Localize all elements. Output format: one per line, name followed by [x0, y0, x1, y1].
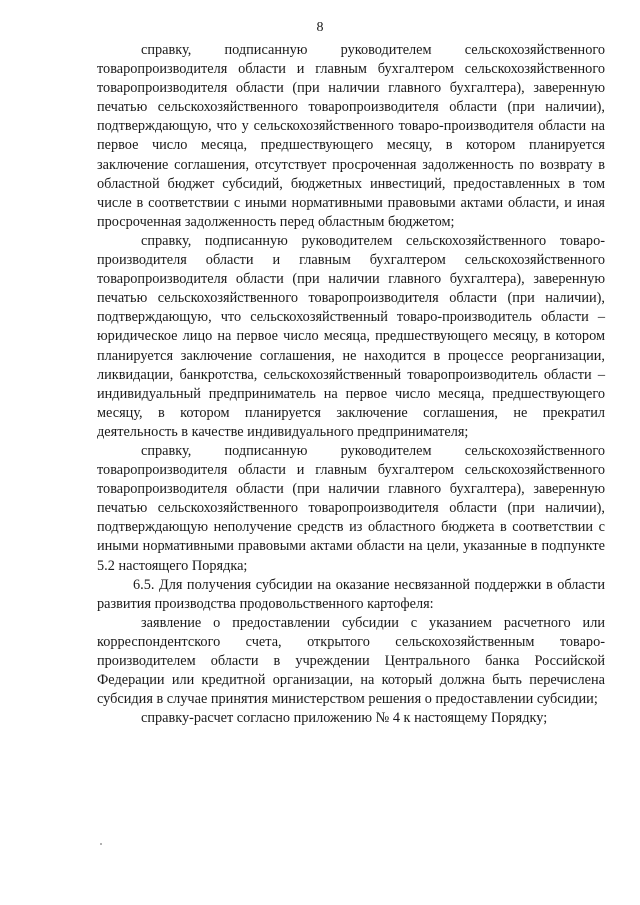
- paragraph-subsidy-application: заявление о предоставлении субсидии с указанием расчетного или корреспондентского счета, открытого сельскохозяйственным товаро-производителем области в учреждении Центрального банка Российской Федерации или кредитной организации, на который должна быть перечислена субсидия в случае принятия министерством решения о предоставлении субсидии;: [97, 614, 605, 708]
- document-body: [97, 41, 605, 728]
- page-number: 8: [316, 20, 324, 35]
- paragraph-calculation-certificate: справку-расчет согласно приложению № 4 к настоящему Порядку;: [141, 710, 548, 727]
- scan-speck: [100, 843, 102, 845]
- paragraph-reorganization-certificate: справку, подписанную руководителем сельскохозяйственного товаро-производителя области и главным бухгалтером сельскохозяйственного товаропроизводителя области (при наличии главного бухгалтера), заверенную печатью сельскохозяйственного товаропроизводителя области (при наличии), подтверждающую, что сельскохозяйственный товаро-производитель области – юридическое лицо на первое число месяца, предшествующего месяцу, в котором планируется заключение соглашения, не находится в процессе реорганизации, ликвидации, банкротства, сельскохозяйственный товаропроизводитель области – индивидуальный предприниматель на первое число месяца, предшествующего месяцу, в котором планируется заключение соглашения, не прекратил деятельность в качестве индивидуального предпринимателя;: [97, 232, 605, 440]
- paragraph-clause-6-5: 6.5. Для получения субсидии на оказание несвязанной поддержки в области развития производства продовольственного картофеля:: [97, 576, 605, 612]
- paragraph-non-receipt-certificate: справку, подписанную руководителем сельскохозяйственного товаропроизводителя области и главным бухгалтером сельскохозяйственного товаропроизводителя области (при наличии главного бухгалтера), заверенную печатью сельскохозяйственного товаропроизводителя области (при наличии), подтверждающую неполучение средств из областного бюджета в соответствии с иными нормативными правовыми актами области на цели, указанные в подпункте 5.2 настоящего Порядка;: [97, 442, 605, 574]
- paragraph-debt-certificate: справку, подписанную руководителем сельскохозяйственного товаропроизводителя области и главным бухгалтером сельскохозяйственного товаропроизводителя области (при наличии главного бухгалтера), заверенную печатью сельскохозяйственного товаропроизводителя области (при наличии), подтверждающую, что у сельскохозяйственного товаро-производителя области на первое число месяца, предшествующего месяцу, в котором планируется заключение соглашения, отсутствует просроченная задолженность по возврату в областной бюджет субсидий, бюджетных инвестиций, предоставленных в том числе в соответствии с иными нормативными правовыми актами области, и иная просроченная задолженность перед областным бюджетом;: [97, 42, 605, 230]
